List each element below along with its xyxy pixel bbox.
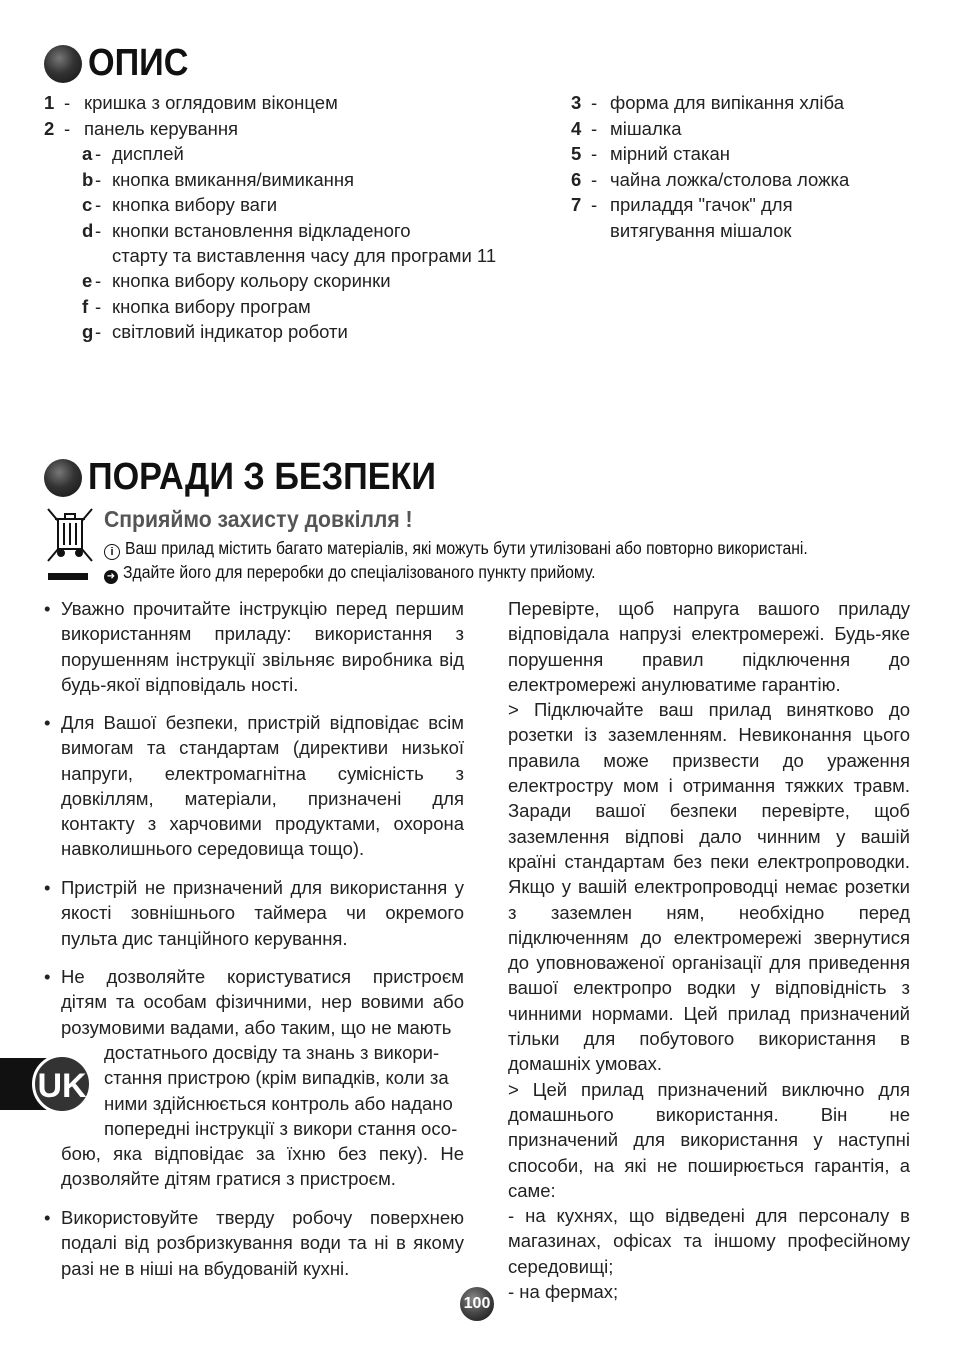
sub-item-continuation: старту та виставлення часу для програми 11 [112,245,497,266]
page-number: 100 [460,1287,494,1321]
environment-line-2: ➜ Здайте його для переробки до спеціалізованого пункту прийому. [104,561,648,584]
item-number: 6 [571,169,582,190]
sub-item: d- кнопки встановлення відкладеного [82,218,411,244]
item-text: мірний стакан [610,143,730,164]
item-number: 5 [571,143,582,164]
bullet-paragraph: • Використовуйте тверду робочу поверхнею подалі від розбризкування води та ні в якому разі не в ніші на вбудованій кухні. [44,1207,464,1279]
sub-item: b- кнопка вмикання/вимикання [82,167,354,193]
bullet-paragraph: • Не дозволяйте користуватися пристроєм дітям та особам фізичними, нер вовими або розумовими вадами, або таким, що не мають [44,966,464,1038]
bullet-paragraph-wrap: достатнього досвіду та знань з викори- стання пристрою (крім випадків, коли за ними здійснюється контроль або надано попередні інструкції з викори стання осо- [104,1042,458,1139]
item-text: дисплей [112,143,184,164]
item-number: 4 [571,118,582,139]
item-text: кришка з оглядовим віконцем [84,92,338,113]
right-column-text: Перевірте, щоб напруга вашого приладу відповідала напрузі електромережі. Будь-яке порушення правил підключення до електромережі анулюватиме гарантію. > Підключайте ваш прилад винятково до розетки із заземленням. Невиконання цього правила може призвести до ураження електростру мом і отримання тяжких травм. Заради вашої безпеки перевірте, щоб заземлення відпові дало чинним у вашій країні стандартам без пеки електропроводки. Якщо у вашій електропроводці немає розетки з заземлен ням, необхідно перед підключенням до електромережі звернутися до уповноваженої організації для приведення вашої електропро водки у відповідність з чинними нормами. Цей прилад призначений тільки для побутового використання в домашніх умовах. > Цей прилад призначений виключно для домашнього використання. Він не призначений для використання у наступні способи, на які не поширюється гарантія, а саме: - на кухнях, що відведені для персоналу в магазинах, офісах та іншому професійному середовищі; - на фермах; [508,598,910,1303]
language-badge: UK [32,1054,92,1114]
environment-heading: Сприяймо захисту довкілля ! [104,506,413,532]
item-text: кнопка вмикання/вимикання [112,169,355,190]
list-item: 3 - форма для випікання хліба [571,90,844,116]
list-item-continuation: витягування мішалок [610,220,792,241]
item-letter: e [82,270,93,291]
section-title-description: ОПИС [88,42,189,84]
bullet-paragraph-tail: бою, яка відповідає за їхню без пеку). Не дозволяйте дітям гратися з пристроєм. [61,1143,464,1190]
item-number: 3 [571,92,582,113]
sub-item: g- світловий індикатор роботи [82,319,348,345]
section-bullet-icon [44,459,82,497]
item-letter: g [82,321,94,342]
item-text: кнопка вибору ваги [112,194,278,215]
crossed-out-bin-icon [44,507,96,585]
item-number: 7 [571,194,582,215]
sub-item: a - дисплей [82,141,184,167]
list-item: 2 - панель керування [44,116,238,142]
section-title-safety: ПОРАДИ З БЕЗПЕКИ [88,456,437,498]
item-text: кнопка вибору кольору скоринки [112,270,391,291]
item-letter: d [82,220,94,241]
sub-item: f - кнопка вибору програм [82,294,311,320]
item-letter: b [82,169,94,190]
arrow-circle-icon: ➜ [104,570,118,584]
environment-line-1: i Ваш прилад містить багато матеріалів, які можуть бути утилізовані або повторно використані. [104,537,888,560]
item-text: панель керування [84,118,239,139]
list-item: 1 - кришка з оглядовим віконцем [44,90,338,116]
list-item: 5 - мірний стакан [571,141,730,167]
item-letter: f [82,296,89,317]
item-number: 2 [44,118,55,139]
list-item: 6 - чайна ложка/столова ложка [571,167,849,193]
item-text: чайна ложка/столова ложка [610,169,850,190]
item-text: мішалка [610,118,682,139]
bullet-paragraph: • Уважно прочитайте інструкцію перед першим використанням приладу: використання з порушенням інструкції звільняє виробника від будь-якої відповідаль ності. [44,598,464,695]
item-number: 1 [44,92,55,113]
list-item: 7 - приладдя "гачок" для [571,192,793,218]
list-item: 4 - мішалка [571,116,682,142]
sub-item: e - кнопка вибору кольору скоринки [82,268,391,294]
sub-item: c - кнопка вибору ваги [82,192,277,218]
item-text: кнопка вибору програм [112,296,311,317]
item-text: світловий індикатор роботи [112,321,348,342]
item-text: приладдя "гачок" для [610,194,793,215]
info-icon: i [104,544,120,560]
item-text: форма для випікання хліба [610,92,844,113]
item-letter: c [82,194,93,215]
bullet-paragraph: • Для Вашої безпеки, пристрій відповідає всім вимогам та стандартам (директиви низької напруги, електромагнітна сумісність з довкіллям, матеріали, призначені для контакту з харчовими продуктами, охорона навколишнього середовища тощо). [44,712,464,860]
bullet-paragraph: • Пристрій не призначений для використання у якості зовнішнього таймера чи окремого пульта дис танційного керування. [44,877,464,949]
item-letter: a [82,143,93,164]
item-text: кнопки встановлення відкладеного [112,220,411,241]
section-bullet-icon [44,45,82,83]
